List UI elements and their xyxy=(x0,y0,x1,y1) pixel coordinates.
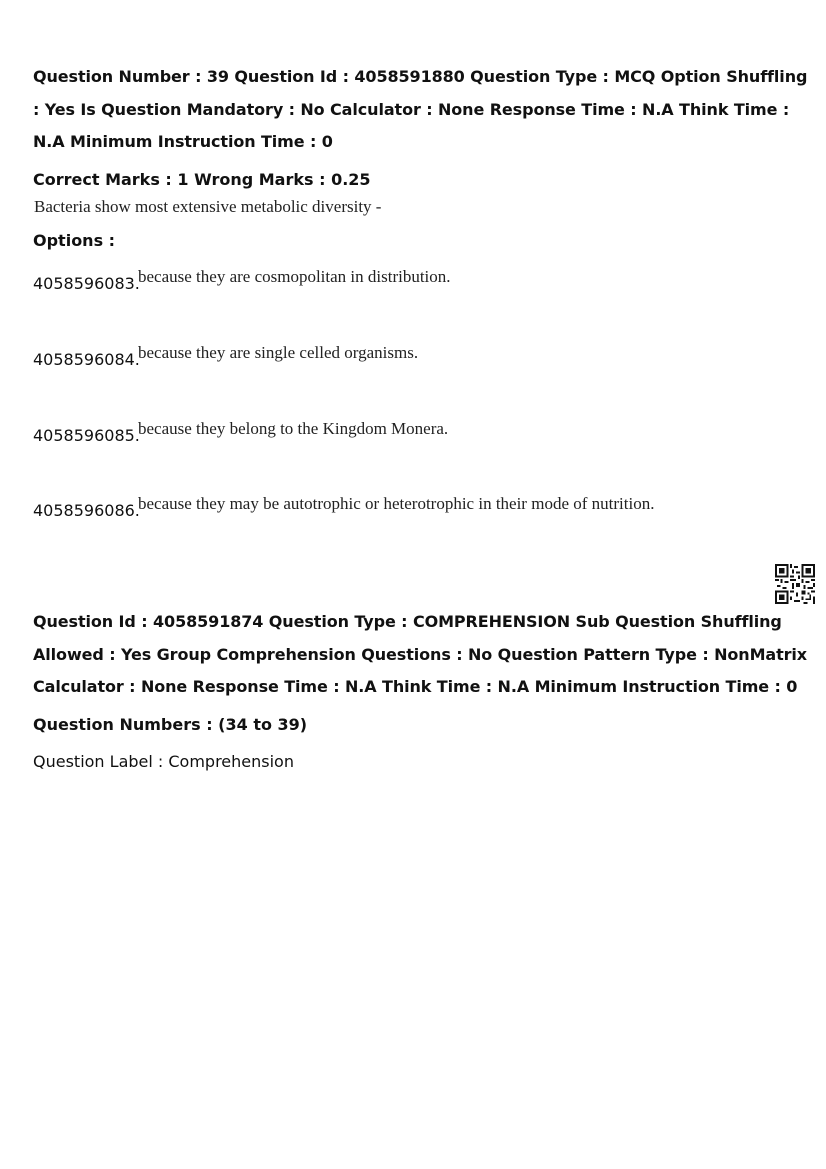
option-3-id: 4058596085. xyxy=(33,426,140,445)
question-39-metadata: Question Number : 39 Question Id : 4058591880 Question Type : MCQ Option Shuffling : Yes Is Question Mandatory : No Calculator : None Response Time : N.A Think Time : N.A Minimum Instruction Time : 0 xyxy=(33,67,808,151)
option-4-id: 4058596086. xyxy=(33,501,140,520)
options-label: Options : xyxy=(33,231,116,250)
option-1-text: because they are cosmopolitan in distribution. xyxy=(138,267,451,286)
marks-line: Correct Marks : 1 Wrong Marks : 0.25 xyxy=(33,170,371,189)
option-4 xyxy=(33,496,813,520)
question-numbers: Question Numbers : (34 to 39) xyxy=(33,715,308,734)
question-label: Question Label : Comprehension xyxy=(33,752,294,771)
option-1-id: 4058596083. xyxy=(33,274,140,293)
question-text: Bacteria show most extensive metabolic diversity - xyxy=(34,197,382,216)
option-2 xyxy=(33,345,813,369)
option-2-text: because they are single celled organisms. xyxy=(138,343,419,362)
option-3 xyxy=(33,421,813,445)
option-1 xyxy=(33,269,813,293)
option-4-text: because they may be autotrophic or heterotrophic in their mode of nutrition. xyxy=(138,494,655,513)
option-3-text: because they belong to the Kingdom Monera. xyxy=(138,419,449,438)
option-2-id: 4058596084. xyxy=(33,350,140,369)
comprehension-metadata: Question Id : 4058591874 Question Type : COMPREHENSION Sub Question Shuffling Allowed : Yes Group Comprehension Questions : No Question Pattern Type : NonMatrix Calculator : None Response Time : N.A Think Time : N.A Minimum Instruction Time : 0 xyxy=(33,612,808,696)
qr-code-icon xyxy=(775,564,815,604)
